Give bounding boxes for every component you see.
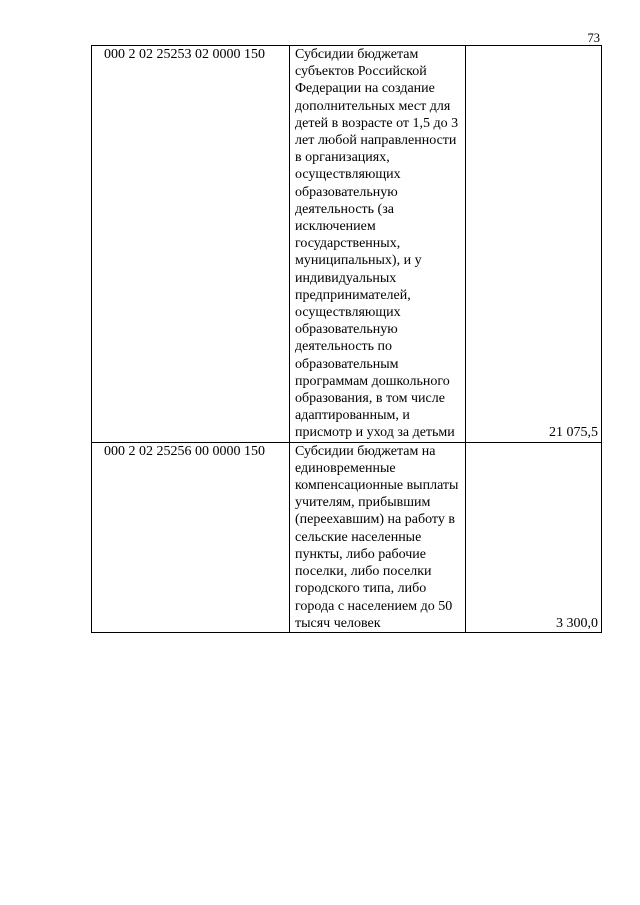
description-cell: Субсидии бюджетам на единовременные компенсационные выплаты учителям, прибывшим (переехавшим) на работу в сельские населенные пункты, либо рабочие поселки, либо поселки городского типа, либо города с населением до 50 тысяч человек [290, 442, 466, 632]
table-row [92, 46, 602, 443]
budget-code-cell: 000 2 02 25256 00 0000 150 [92, 442, 290, 632]
page-number: 73 [587, 31, 600, 45]
table-row [92, 442, 602, 632]
amount-cell: 21 075,5 [466, 46, 602, 443]
budget-table [91, 45, 602, 633]
amount-cell: 3 300,0 [466, 442, 602, 632]
description-cell: Субсидии бюджетам субъектов Российской Федерации на создание дополнительных мест для детей в возрасте от 1,5 до 3 лет любой направленности в организациях, осуществляющих образовательную деятельность (за исключением государственных, муниципальных), и у индивидуальных предпринимателей, осуществляющих образовательную деятельность по образовательным программам дошкольного образования, в том числе адаптированным, и присмотр и уход за детьми [290, 46, 466, 443]
budget-code-cell: 000 2 02 25253 02 0000 150 [92, 46, 290, 443]
